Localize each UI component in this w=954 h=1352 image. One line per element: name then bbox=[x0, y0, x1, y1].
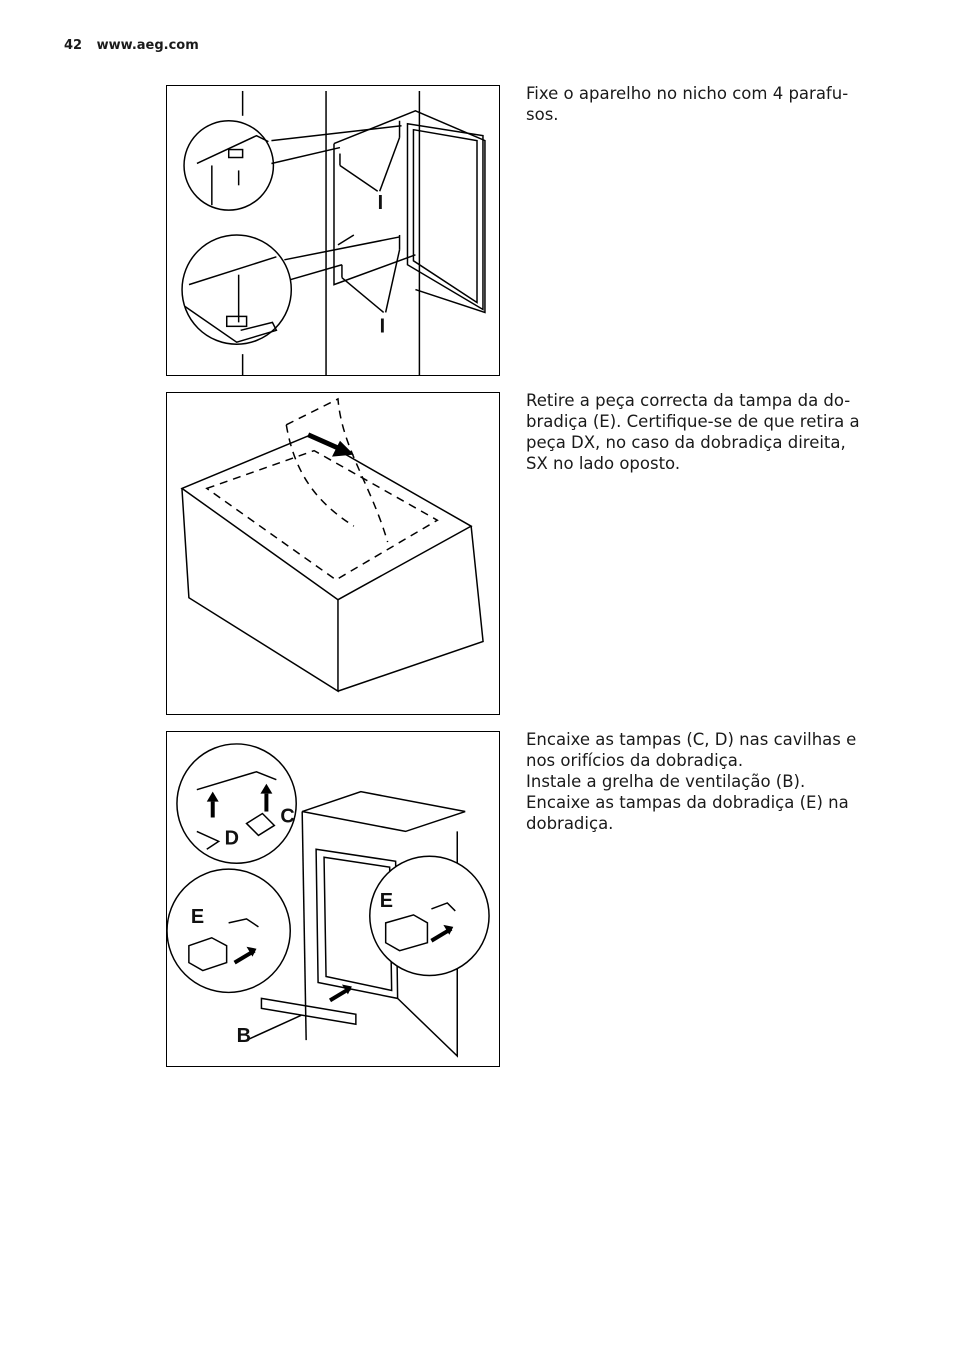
step-1-text bbox=[526, 83, 876, 125]
website-url: www.aeg.com bbox=[96, 38, 199, 53]
ventilation-grille bbox=[261, 998, 355, 1024]
figure-hinge-cover bbox=[166, 392, 500, 715]
step-2-line-3: peça DX, no caso da dobradiça direita, bbox=[526, 433, 846, 452]
figure-screw-fixing bbox=[166, 85, 500, 376]
label-I-upper: I bbox=[377, 192, 384, 215]
step-3-line-3: Instale a grelha de ventilação (B). bbox=[526, 772, 806, 791]
page-number: 42 bbox=[64, 38, 83, 53]
step-3-line-4: Encaixe as tampas da dobradiça (E) na bbox=[526, 793, 849, 812]
step-3-line-2: nos orifícios da dobradiça. bbox=[526, 751, 744, 770]
step-1-line-2: sos. bbox=[526, 105, 559, 124]
step-2-line-4: SX no lado oposto. bbox=[526, 454, 681, 473]
label-I-lower: I bbox=[379, 315, 386, 338]
step-2-line-2: bradiça (E). Certifique-se de que retira a bbox=[526, 412, 860, 431]
page-header bbox=[64, 38, 199, 53]
step-2-line-1: Retire a peça correcta da tampa da do- bbox=[526, 391, 851, 410]
step-3-text bbox=[526, 729, 876, 834]
step-1-line-1: Fixe o aparelho no nicho com 4 parafu- bbox=[526, 84, 849, 103]
hinge-cover-illustration bbox=[167, 393, 499, 714]
label-E-right: E bbox=[379, 889, 393, 912]
step-2-text bbox=[526, 390, 876, 474]
step-3-line-1: Encaixe as tampas (C, D) nas cavilhas e bbox=[526, 730, 857, 749]
screw-fixing-illustration bbox=[167, 86, 499, 375]
figure-covers-grille bbox=[166, 731, 500, 1067]
label-B: B bbox=[236, 1025, 251, 1048]
label-C: C bbox=[280, 805, 295, 828]
step-3-line-5: dobradiça. bbox=[526, 814, 614, 833]
covers-grille-illustration bbox=[167, 732, 499, 1066]
label-E-left: E bbox=[190, 905, 205, 928]
label-D: D bbox=[224, 827, 240, 850]
